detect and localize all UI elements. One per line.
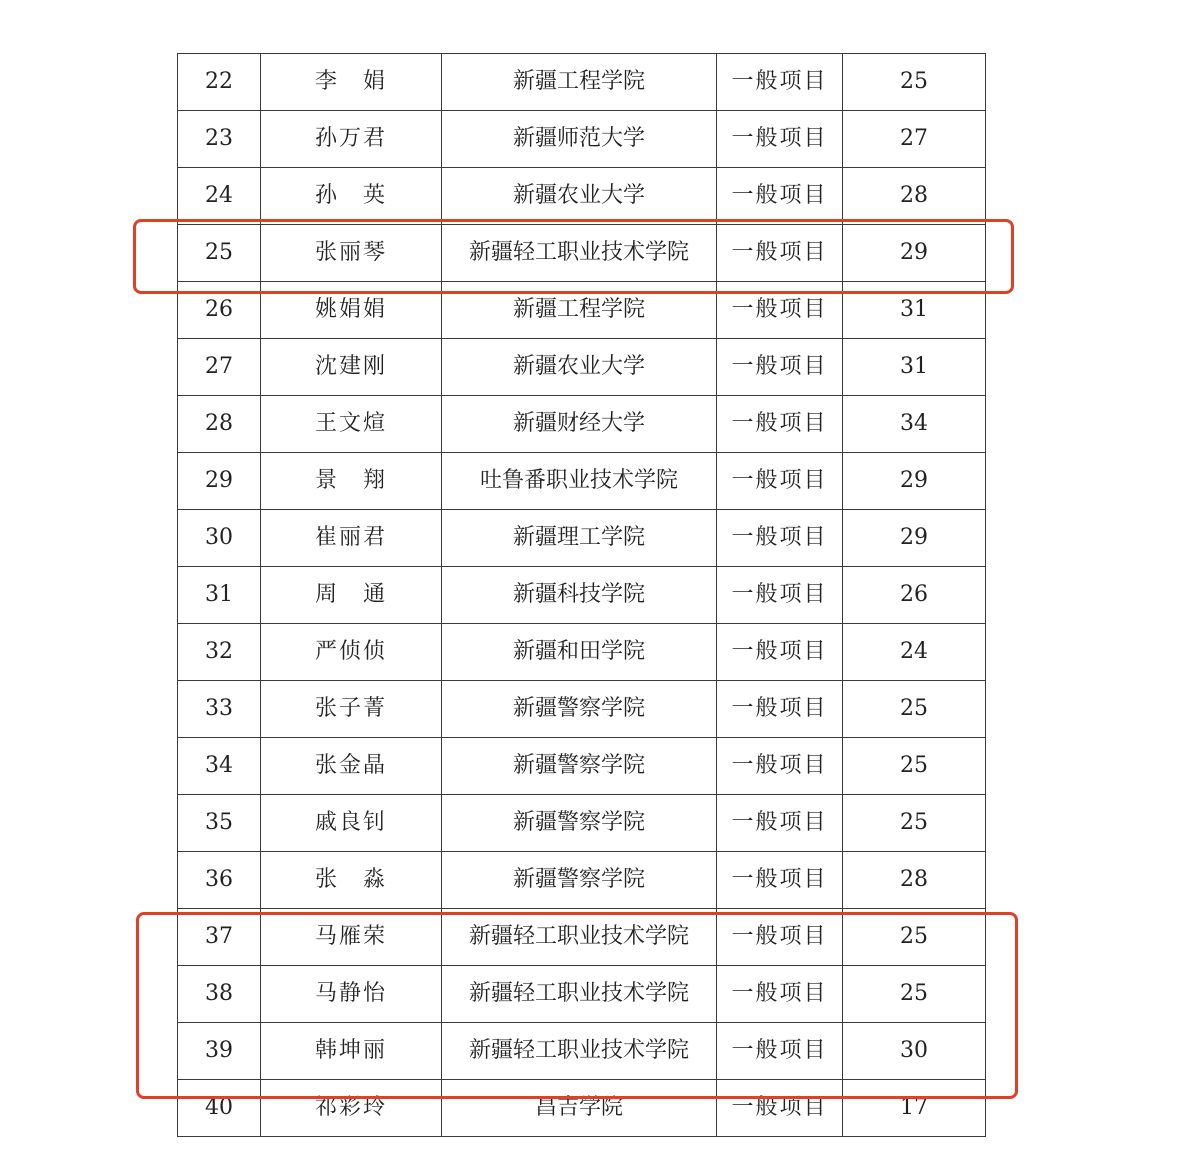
cell-value: 24 xyxy=(843,624,986,681)
cell-number: 29 xyxy=(178,453,261,510)
cell-number: 37 xyxy=(178,909,261,966)
table-row xyxy=(178,852,986,909)
cell-name: 孙 英 xyxy=(261,168,442,225)
cell-project-type: 一般项目 xyxy=(717,54,843,111)
table-row xyxy=(178,510,986,567)
results-table xyxy=(177,53,986,1137)
cell-name: 王文煊 xyxy=(261,396,442,453)
cell-number: 30 xyxy=(178,510,261,567)
cell-institution: 新疆工程学院 xyxy=(442,54,717,111)
cell-institution: 吐鲁番职业技术学院 xyxy=(442,453,717,510)
table-row xyxy=(178,282,986,339)
cell-number: 36 xyxy=(178,852,261,909)
table-row xyxy=(178,168,986,225)
cell-project-type: 一般项目 xyxy=(717,909,843,966)
cell-number: 23 xyxy=(178,111,261,168)
table-row xyxy=(178,966,986,1023)
cell-number: 33 xyxy=(178,681,261,738)
cell-name: 崔丽君 xyxy=(261,510,442,567)
cell-institution: 新疆理工学院 xyxy=(442,510,717,567)
table-row xyxy=(178,225,986,282)
cell-institution: 新疆警察学院 xyxy=(442,852,717,909)
cell-value: 25 xyxy=(843,681,986,738)
cell-name: 姚娟娟 xyxy=(261,282,442,339)
cell-project-type: 一般项目 xyxy=(717,453,843,510)
cell-name: 李 娟 xyxy=(261,54,442,111)
cell-value: 29 xyxy=(843,225,986,282)
cell-project-type: 一般项目 xyxy=(717,396,843,453)
cell-institution: 新疆和田学院 xyxy=(442,624,717,681)
table-row xyxy=(178,795,986,852)
table-row xyxy=(178,681,986,738)
cell-name: 马雁荣 xyxy=(261,909,442,966)
table-row xyxy=(178,54,986,111)
cell-value: 34 xyxy=(843,396,986,453)
cell-name: 韩坤丽 xyxy=(261,1023,442,1080)
cell-institution: 新疆农业大学 xyxy=(442,339,717,396)
table-row xyxy=(178,567,986,624)
table-row xyxy=(178,111,986,168)
table-row xyxy=(178,738,986,795)
cell-project-type: 一般项目 xyxy=(717,852,843,909)
cell-name: 严侦侦 xyxy=(261,624,442,681)
cell-institution: 新疆财经大学 xyxy=(442,396,717,453)
cell-project-type: 一般项目 xyxy=(717,567,843,624)
cell-project-type: 一般项目 xyxy=(717,966,843,1023)
cell-name: 周 通 xyxy=(261,567,442,624)
cell-project-type: 一般项目 xyxy=(717,738,843,795)
cell-institution: 新疆轻工职业技术学院 xyxy=(442,909,717,966)
cell-project-type: 一般项目 xyxy=(717,225,843,282)
cell-value: 25 xyxy=(843,738,986,795)
cell-number: 22 xyxy=(178,54,261,111)
table-row xyxy=(178,339,986,396)
cell-number: 40 xyxy=(178,1080,261,1137)
cell-project-type: 一般项目 xyxy=(717,282,843,339)
cell-number: 32 xyxy=(178,624,261,681)
cell-institution: 新疆轻工职业技术学院 xyxy=(442,1023,717,1080)
cell-name: 张金晶 xyxy=(261,738,442,795)
cell-project-type: 一般项目 xyxy=(717,111,843,168)
cell-name: 张子菁 xyxy=(261,681,442,738)
cell-value: 31 xyxy=(843,339,986,396)
cell-name: 沈建刚 xyxy=(261,339,442,396)
cell-institution: 新疆农业大学 xyxy=(442,168,717,225)
table-row xyxy=(178,396,986,453)
cell-institution: 新疆轻工职业技术学院 xyxy=(442,966,717,1023)
table-row xyxy=(178,453,986,510)
cell-value: 30 xyxy=(843,1023,986,1080)
cell-value: 28 xyxy=(843,852,986,909)
table-body xyxy=(178,54,986,1137)
table-row xyxy=(178,909,986,966)
cell-institution: 新疆警察学院 xyxy=(442,795,717,852)
cell-number: 31 xyxy=(178,567,261,624)
cell-number: 26 xyxy=(178,282,261,339)
cell-project-type: 一般项目 xyxy=(717,1080,843,1137)
cell-name: 孙万君 xyxy=(261,111,442,168)
cell-name: 景 翔 xyxy=(261,453,442,510)
cell-project-type: 一般项目 xyxy=(717,681,843,738)
cell-value: 28 xyxy=(843,168,986,225)
cell-institution: 新疆科技学院 xyxy=(442,567,717,624)
cell-value: 29 xyxy=(843,453,986,510)
cell-institution: 新疆师范大学 xyxy=(442,111,717,168)
cell-project-type: 一般项目 xyxy=(717,795,843,852)
cell-project-type: 一般项目 xyxy=(717,339,843,396)
table-row xyxy=(178,1023,986,1080)
cell-value: 27 xyxy=(843,111,986,168)
cell-value: 17 xyxy=(843,1080,986,1137)
cell-number: 25 xyxy=(178,225,261,282)
cell-institution: 新疆轻工职业技术学院 xyxy=(442,225,717,282)
cell-name: 祁彩玲 xyxy=(261,1080,442,1137)
cell-name: 戚良钊 xyxy=(261,795,442,852)
cell-project-type: 一般项目 xyxy=(717,168,843,225)
cell-number: 24 xyxy=(178,168,261,225)
table-row xyxy=(178,624,986,681)
cell-institution: 新疆工程学院 xyxy=(442,282,717,339)
cell-project-type: 一般项目 xyxy=(717,510,843,567)
cell-name: 张 淼 xyxy=(261,852,442,909)
cell-number: 39 xyxy=(178,1023,261,1080)
cell-number: 38 xyxy=(178,966,261,1023)
cell-number: 35 xyxy=(178,795,261,852)
cell-number: 34 xyxy=(178,738,261,795)
cell-value: 25 xyxy=(843,54,986,111)
cell-project-type: 一般项目 xyxy=(717,624,843,681)
cell-name: 马静怡 xyxy=(261,966,442,1023)
cell-value: 25 xyxy=(843,795,986,852)
cell-institution: 新疆警察学院 xyxy=(442,738,717,795)
cell-institution: 昌吉学院 xyxy=(442,1080,717,1137)
cell-number: 27 xyxy=(178,339,261,396)
cell-value: 29 xyxy=(843,510,986,567)
cell-value: 25 xyxy=(843,909,986,966)
cell-number: 28 xyxy=(178,396,261,453)
cell-institution: 新疆警察学院 xyxy=(442,681,717,738)
cell-value: 26 xyxy=(843,567,986,624)
cell-value: 31 xyxy=(843,282,986,339)
cell-project-type: 一般项目 xyxy=(717,1023,843,1080)
table-row xyxy=(178,1080,986,1137)
cell-value: 25 xyxy=(843,966,986,1023)
cell-name: 张丽琴 xyxy=(261,225,442,282)
